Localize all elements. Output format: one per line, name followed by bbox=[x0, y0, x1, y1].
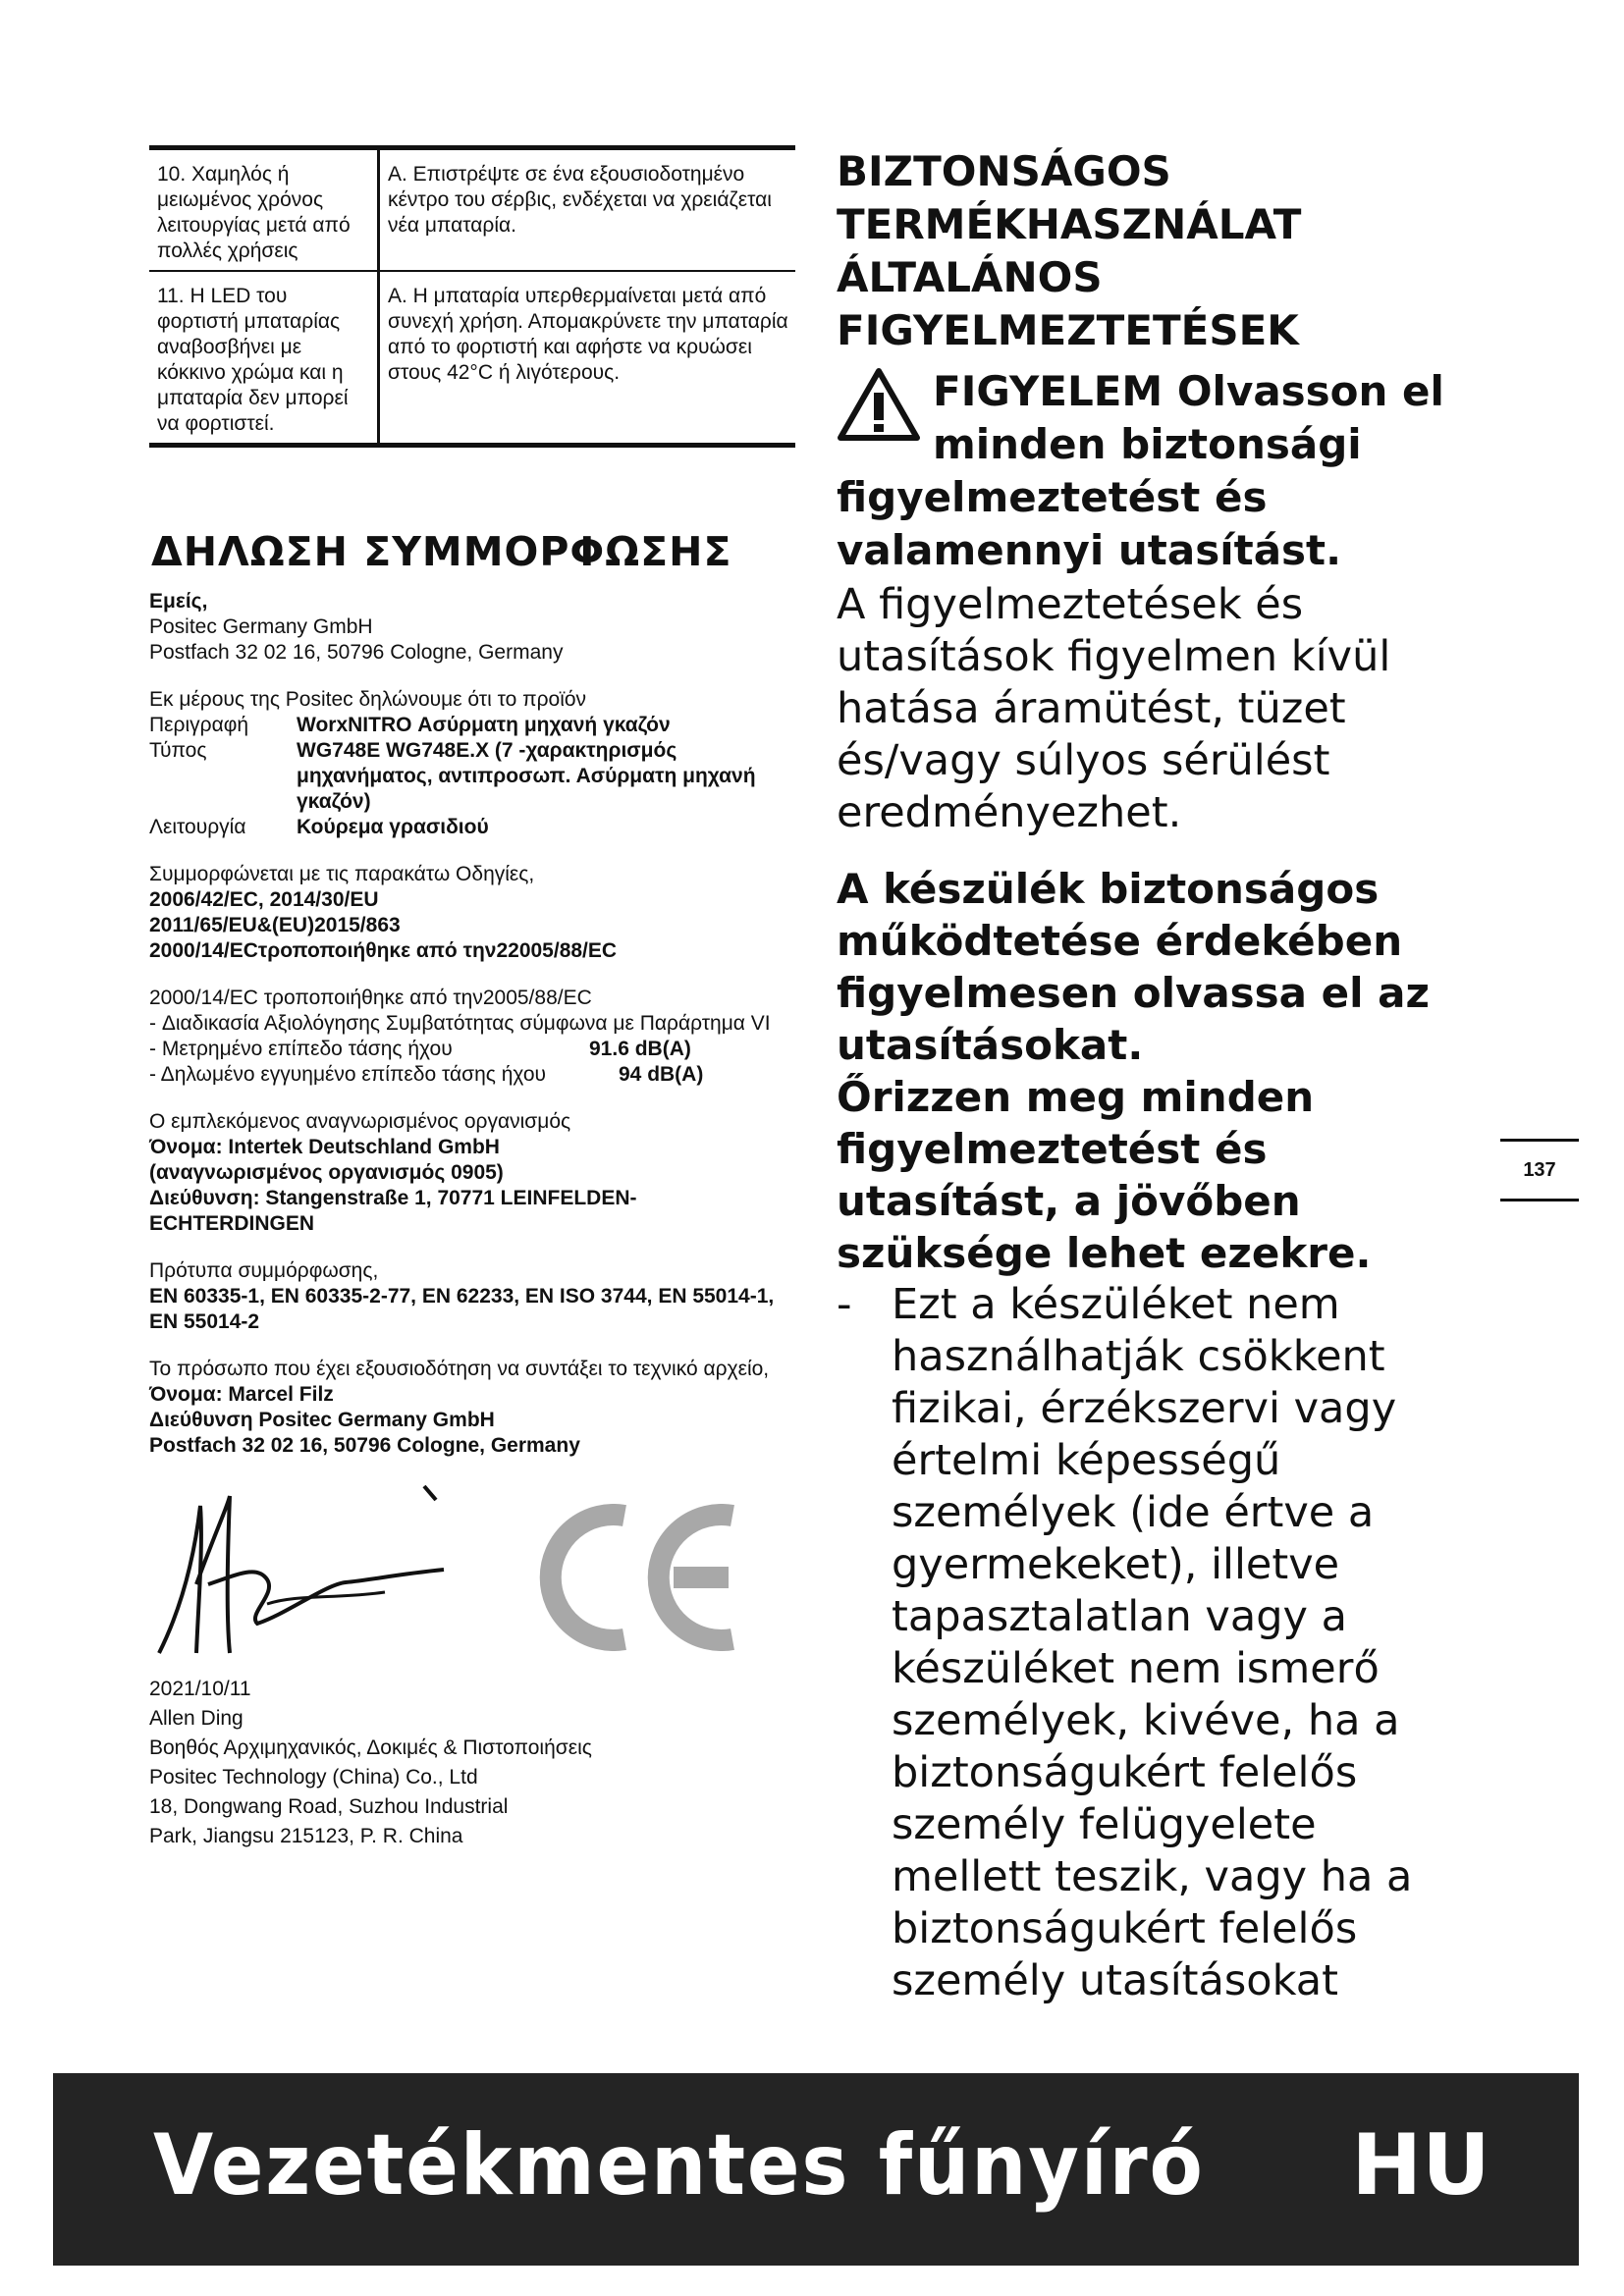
function-value: Κούρεμα γρασιδιού bbox=[297, 816, 489, 838]
text-line: figyelmeztetést és bbox=[837, 1125, 1268, 1173]
measured-noise-value: 91.6 dB(A) bbox=[589, 1038, 691, 1060]
warning-continued bbox=[837, 471, 1485, 577]
description-label: Περιγραφή bbox=[149, 714, 249, 736]
signer-address: 18, Dongwang Road, Suzhou Industrial bbox=[149, 1795, 509, 1818]
warning-line: figyelmeztetést és bbox=[837, 473, 1268, 521]
warning-line: minden biztonsági bbox=[933, 420, 1362, 468]
standards-list: EN 60335-1, EN 60335-2-77, EN 62233, EN ISO 3744, EN 55014-1, EN 55014-2 bbox=[149, 1285, 775, 1333]
text-line: gyermekeket), illetve bbox=[892, 1540, 1340, 1589]
amend-text: 2000/14/EC τροποποιήθηκε από την2005/88/EC bbox=[149, 987, 592, 1009]
safety-title-line: TERMÉKHASZNÁLAT bbox=[837, 200, 1302, 248]
description-value: WorxNITRO Ασύρματη μηχανή γκαζόν bbox=[297, 714, 671, 736]
type-value: WG748E WG748E.X (7 -χαρακτηρισμός μηχανήματος, αντιπροσωπ. Ασύρματη μηχανή γκαζόν) bbox=[297, 739, 756, 813]
text-line: mellett teszik, vagy ha a bbox=[892, 1852, 1413, 1901]
file-person-address: Postfach 32 02 16, 50796 Cologne, Germany bbox=[149, 1434, 580, 1457]
text-line: hatása áramütést, tüzet bbox=[837, 684, 1346, 733]
troubleshooting-table bbox=[149, 145, 795, 448]
text-line: személy utasításokat bbox=[892, 1956, 1338, 2005]
signature-date: 2021/10/11 bbox=[149, 1678, 251, 1700]
text-line: A készülék biztonságos bbox=[837, 865, 1380, 913]
directive-line: 2006/42/EC, 2014/30/EU bbox=[149, 888, 379, 911]
bullet-dash: - bbox=[837, 1280, 852, 1329]
text-line: személyek (ide értve a bbox=[892, 1488, 1375, 1537]
signer-block bbox=[149, 1675, 795, 1851]
text-line: A figyelmeztetések és bbox=[837, 580, 1304, 629]
we-label: Εμείς, bbox=[149, 590, 208, 613]
signature-area bbox=[149, 1467, 795, 1663]
warning-heading bbox=[837, 365, 1485, 471]
left-column bbox=[149, 145, 795, 1851]
ce-mark-image bbox=[526, 1504, 752, 1651]
right-column bbox=[837, 145, 1485, 2007]
safe-operation-notice bbox=[837, 863, 1485, 1279]
standards-intro: Πρότυπα συμμόρφωσης, bbox=[149, 1259, 379, 1282]
guaranteed-noise-label: - Δηλωμένο εγγυημένο επίπεδο τάσης ήχου bbox=[149, 1063, 547, 1086]
text-line: értelmi képességű bbox=[892, 1436, 1281, 1485]
text-line: figyelmesen olvassa el az bbox=[837, 969, 1430, 1017]
complies-text: Συμμορφώνεται με τις παρακάτω Οδηγίες, bbox=[149, 863, 535, 885]
procedure-text: - Διαδικασία Αξιολόγησης Συμβατότητας σύμφωνα με Παράρτημα VI bbox=[149, 1012, 771, 1035]
footer-bar bbox=[53, 2073, 1579, 2266]
bullet-item bbox=[837, 1279, 1485, 2007]
file-person-intro: Το πρόσωπο που έχει εξουσιοδότηση να συντάξει το τεχνικό αρχείο, bbox=[149, 1358, 770, 1380]
signer-name: Allen Ding bbox=[149, 1707, 244, 1730]
signer-company: Positec Technology (China) Co., Ltd bbox=[149, 1766, 478, 1789]
notified-body-name: Όνομα: Intertek Deutschland GmbH bbox=[149, 1136, 500, 1158]
text-line: Ezt a készüléket nem bbox=[892, 1280, 1340, 1329]
text-line: és/vagy súlyos sérülést bbox=[837, 736, 1330, 785]
file-person-address: Διεύθυνση Positec Germany GmbH bbox=[149, 1409, 495, 1431]
problem-cell: 11. Η LED του φορτιστή μπαταρίας αναβοσβήνει με κόκκινο χρώμα και η μπαταρία δεν μπορεί να φορτιστεί. bbox=[149, 271, 379, 446]
warning-line: FIGYELEM Olvasson el bbox=[933, 367, 1444, 415]
text-line: biztonságukért felelős bbox=[892, 1748, 1358, 1797]
safety-title-line: ÁLTALÁNOS bbox=[837, 253, 1103, 301]
safety-title-line: FIGYELMEZTETÉSEK bbox=[837, 306, 1299, 354]
notified-body-id: (αναγνωρισμένος οργανισμός 0905) bbox=[149, 1161, 504, 1184]
text-line: utasítást, a jövőben bbox=[837, 1177, 1301, 1225]
safety-title-line: BIZTONSÁGOS bbox=[837, 147, 1171, 195]
table-row bbox=[149, 148, 795, 272]
text-line: eredményezhet. bbox=[837, 788, 1182, 837]
type-label: Τύπος bbox=[149, 739, 207, 762]
function-label: Λειτουργία bbox=[149, 816, 246, 838]
text-line: Őrizzen meg minden bbox=[837, 1073, 1315, 1121]
signer-role: Βοηθός Αρχιμηχανικός, Δοκιμές & Πιστοποιήσεις bbox=[149, 1736, 592, 1759]
solution-cell: Α. Η μπαταρία υπερθερμαίνεται μετά από συνεχή χρήση. Απομακρύνετε την μπαταρία από το φορτιστή και αφήστε να κρυώσει στους 42°C ή λιγότερους. bbox=[388, 285, 788, 384]
text-line: személyek, kivéve, ha a bbox=[892, 1696, 1400, 1745]
directive-line: 2000/14/ECτροποποιήθηκε από την22005/88/EC bbox=[149, 939, 618, 962]
file-person-name: Όνομα: Marcel Filz bbox=[149, 1383, 334, 1406]
text-line: biztonságukért felelős bbox=[892, 1904, 1358, 1953]
declaration-body bbox=[149, 589, 795, 1459]
declaration-title: ΔΗΛΩΣΗ ΣΥΜΜΟΡΦΩΣΗΣ bbox=[151, 528, 732, 575]
text-line: utasításokat. bbox=[837, 1021, 1144, 1069]
text-line: szüksége lehet ezekre. bbox=[837, 1229, 1372, 1277]
company-address: Postfach 32 02 16, 50796 Cologne, Germany bbox=[149, 641, 564, 664]
signer-address: Park, Jiangsu 215123, P. R. China bbox=[149, 1825, 463, 1847]
warning-triangle-icon bbox=[837, 365, 921, 444]
directive-line: 2011/65/EU&(EU)2015/863 bbox=[149, 914, 401, 936]
notified-body-intro: Ο εμπλεκόμενος αναγνωρισμένος οργανισμός bbox=[149, 1110, 571, 1133]
product-intro: Εκ μέρους της Positec δηλώνουμε ότι το προϊόν bbox=[149, 688, 587, 711]
text-line: fizikai, érzékszervi vagy bbox=[892, 1384, 1397, 1433]
signature-image bbox=[149, 1467, 463, 1663]
text-line: személy felügyelete bbox=[892, 1800, 1317, 1849]
guaranteed-noise-value: 94 dB(A) bbox=[619, 1063, 704, 1086]
company-name: Positec Germany GmbH bbox=[149, 615, 373, 638]
page-number: 137 bbox=[1500, 1139, 1579, 1201]
notified-body-address: Διεύθυνση: Stangenstraße 1, 70771 LEINFELDEN-ECHTERDINGEN bbox=[149, 1187, 637, 1235]
language-code: HU bbox=[1351, 2116, 1490, 2215]
text-line: használhatják csökkent bbox=[892, 1332, 1385, 1381]
warning-line: valamennyi utasítást. bbox=[837, 526, 1342, 574]
safety-title bbox=[837, 145, 1485, 357]
warning-consequence-text bbox=[837, 579, 1485, 839]
solution-cell: Α. Επιστρέψτε σε ένα εξουσιοδοτημένο κέντρο του σέρβις, ενδέχεται να χρειάζεται νέα μπαταρία. bbox=[379, 148, 796, 272]
problem-cell: 10. Χαμηλός ή μειωμένος χρόνος λειτουργίας μετά από πολλές χρήσεις bbox=[149, 148, 379, 272]
text-line: tapasztalatlan vagy a bbox=[892, 1592, 1347, 1641]
table-row bbox=[149, 271, 795, 446]
text-line: utasítások figyelmen kívül bbox=[837, 632, 1391, 681]
footer-title: Vezetékmentes fűnyíró bbox=[153, 2116, 1205, 2215]
text-line: működtetése érdekében bbox=[837, 917, 1403, 965]
measured-noise-label: - Μετρημένο επίπεδο τάσης ήχου bbox=[149, 1038, 453, 1060]
text-line: készüléket nem ismerő bbox=[892, 1644, 1380, 1693]
